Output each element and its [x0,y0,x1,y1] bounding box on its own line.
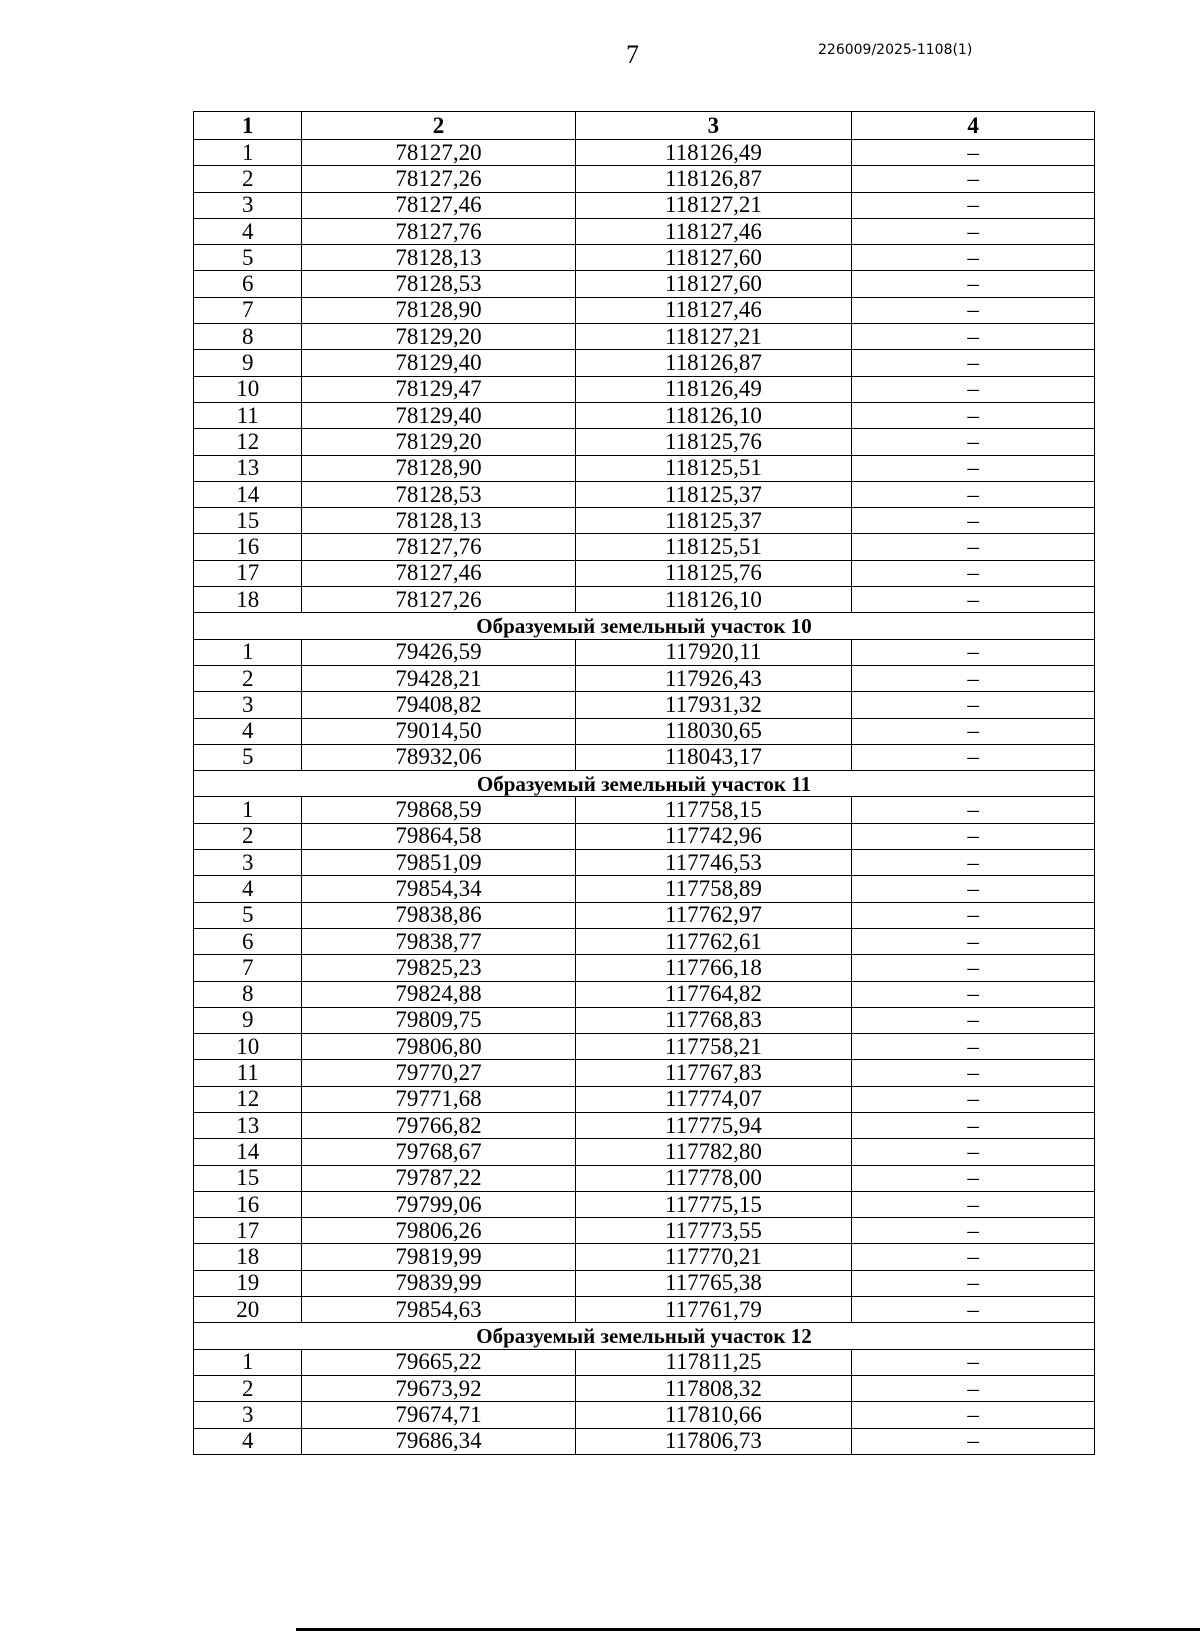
point-number-cell: 12 [194,429,302,455]
note-cell: – [852,140,1095,166]
note-cell: – [852,245,1095,271]
point-number-cell: 15 [194,1165,302,1191]
table-row [194,744,1095,770]
note-cell: – [852,692,1095,718]
y-coordinate-cell: 118127,46 [575,218,852,244]
note-cell: – [852,192,1095,218]
point-number-cell: 3 [194,850,302,876]
note-cell: – [852,1244,1095,1270]
x-coordinate-cell: 78129,20 [302,429,575,455]
note-cell: – [852,797,1095,823]
x-coordinate-cell: 78128,13 [302,245,575,271]
note-cell: – [852,560,1095,586]
y-coordinate-cell: 117920,11 [575,639,852,665]
point-number-cell: 1 [194,797,302,823]
table-row [194,1060,1095,1086]
note-cell: – [852,1297,1095,1323]
x-coordinate-cell: 78932,06 [302,744,575,770]
table-row [194,665,1095,691]
point-number-cell: 10 [194,1034,302,1060]
note-cell: – [852,271,1095,297]
point-number-cell: 2 [194,823,302,849]
y-coordinate-cell: 117773,55 [575,1218,852,1244]
point-number-cell: 1 [194,639,302,665]
x-coordinate-cell: 78127,26 [302,166,575,192]
point-number-cell: 13 [194,1112,302,1138]
table-row [194,218,1095,244]
x-coordinate-cell: 79665,22 [302,1349,575,1375]
note-cell: – [852,1402,1095,1428]
note-cell: – [852,1007,1095,1033]
x-coordinate-cell: 79806,26 [302,1218,575,1244]
note-cell: – [852,166,1095,192]
table-row [194,166,1095,192]
note-cell: – [852,1060,1095,1086]
x-coordinate-cell: 79838,77 [302,928,575,954]
y-coordinate-cell: 117770,21 [575,1244,852,1270]
point-number-cell: 10 [194,376,302,402]
x-coordinate-cell: 79864,58 [302,823,575,849]
table-row [194,902,1095,928]
note-cell: – [852,850,1095,876]
y-coordinate-cell: 117762,97 [575,902,852,928]
note-cell: – [852,981,1095,1007]
x-coordinate-cell: 78127,46 [302,192,575,218]
table-row [194,981,1095,1007]
table-row [194,1375,1095,1401]
y-coordinate-cell: 118043,17 [575,744,852,770]
table-row [194,1297,1095,1323]
y-coordinate-cell: 118125,37 [575,508,852,534]
y-coordinate-cell: 117810,66 [575,1402,852,1428]
section-title: Образуемый земельный участок 12 [194,1323,1095,1349]
note-cell: – [852,1428,1095,1454]
point-number-cell: 2 [194,665,302,691]
point-number-cell: 9 [194,1007,302,1033]
note-cell: – [852,823,1095,849]
point-number-cell: 4 [194,718,302,744]
x-coordinate-cell: 79839,99 [302,1270,575,1296]
x-coordinate-cell: 79428,21 [302,665,575,691]
note-cell: – [852,587,1095,613]
table-row [194,1165,1095,1191]
y-coordinate-cell: 118125,76 [575,560,852,586]
table-row [194,955,1095,981]
point-number-cell: 18 [194,587,302,613]
x-coordinate-cell: 79838,86 [302,902,575,928]
table-row [194,1402,1095,1428]
x-coordinate-cell: 79824,88 [302,981,575,1007]
note-cell: – [852,297,1095,323]
point-number-cell: 1 [194,140,302,166]
table-row [194,455,1095,481]
point-number-cell: 11 [194,402,302,428]
x-coordinate-cell: 78129,40 [302,402,575,428]
table-row [194,1086,1095,1112]
table-row [194,560,1095,586]
y-coordinate-cell: 117764,82 [575,981,852,1007]
point-number-cell: 1 [194,1349,302,1375]
y-coordinate-cell: 118127,60 [575,245,852,271]
y-coordinate-cell: 117808,32 [575,1375,852,1401]
note-cell: – [852,955,1095,981]
table-row [194,350,1095,376]
table-row [194,1112,1095,1138]
y-coordinate-cell: 117758,89 [575,876,852,902]
y-coordinate-cell: 117926,43 [575,665,852,691]
table-row [194,692,1095,718]
point-number-cell: 6 [194,271,302,297]
x-coordinate-cell: 78127,76 [302,218,575,244]
point-number-cell: 19 [194,1270,302,1296]
x-coordinate-cell: 78127,26 [302,587,575,613]
point-number-cell: 3 [194,692,302,718]
table-row [194,481,1095,507]
table-row [194,1218,1095,1244]
table-row [194,718,1095,744]
point-number-cell: 14 [194,1139,302,1165]
y-coordinate-cell: 117767,83 [575,1060,852,1086]
table-row [194,297,1095,323]
y-coordinate-cell: 117931,32 [575,692,852,718]
y-coordinate-cell: 118127,21 [575,324,852,350]
y-coordinate-cell: 118126,49 [575,140,852,166]
point-number-cell: 13 [194,455,302,481]
x-coordinate-cell: 78129,20 [302,324,575,350]
table-header-row [194,112,1095,140]
table-row [194,402,1095,428]
table-row [194,1191,1095,1217]
x-coordinate-cell: 78128,53 [302,481,575,507]
note-cell: – [852,928,1095,954]
table-row [194,245,1095,271]
point-number-cell: 4 [194,218,302,244]
x-coordinate-cell: 79868,59 [302,797,575,823]
y-coordinate-cell: 117778,00 [575,1165,852,1191]
note-cell: – [852,1034,1095,1060]
table-row [194,850,1095,876]
point-number-cell: 5 [194,744,302,770]
point-number-cell: 16 [194,534,302,560]
x-coordinate-cell: 79768,67 [302,1139,575,1165]
y-coordinate-cell: 117775,94 [575,1112,852,1138]
point-number-cell: 20 [194,1297,302,1323]
y-coordinate-cell: 117811,25 [575,1349,852,1375]
point-number-cell: 7 [194,297,302,323]
x-coordinate-cell: 79825,23 [302,955,575,981]
table-row [194,534,1095,560]
x-coordinate-cell: 79408,82 [302,692,575,718]
x-coordinate-cell: 79787,22 [302,1165,575,1191]
x-coordinate-cell: 79809,75 [302,1007,575,1033]
y-coordinate-cell: 118126,87 [575,350,852,376]
column-header: 1 [194,112,302,140]
table-row [194,876,1095,902]
point-number-cell: 14 [194,481,302,507]
note-cell: – [852,455,1095,481]
point-number-cell: 9 [194,350,302,376]
page-number: 7 [626,40,639,69]
y-coordinate-cell: 117766,18 [575,955,852,981]
y-coordinate-cell: 117765,38 [575,1270,852,1296]
x-coordinate-cell: 79851,09 [302,850,575,876]
section-title-row [194,1323,1095,1349]
y-coordinate-cell: 117774,07 [575,1086,852,1112]
note-cell: – [852,639,1095,665]
note-cell: – [852,429,1095,455]
x-coordinate-cell: 78129,47 [302,376,575,402]
note-cell: – [852,1218,1095,1244]
y-coordinate-cell: 118125,51 [575,534,852,560]
y-coordinate-cell: 118030,65 [575,718,852,744]
note-cell: – [852,1139,1095,1165]
note-cell: – [852,402,1095,428]
point-number-cell: 2 [194,166,302,192]
y-coordinate-cell: 118127,21 [575,192,852,218]
y-coordinate-cell: 118127,60 [575,271,852,297]
point-number-cell: 3 [194,192,302,218]
y-coordinate-cell: 117746,53 [575,850,852,876]
table-row [194,1428,1095,1454]
y-coordinate-cell: 117806,73 [575,1428,852,1454]
x-coordinate-cell: 79426,59 [302,639,575,665]
note-cell: – [852,1112,1095,1138]
x-coordinate-cell: 79854,63 [302,1297,575,1323]
point-number-cell: 6 [194,928,302,954]
section-title: Образуемый земельный участок 11 [194,771,1095,797]
table-row [194,140,1095,166]
table-row [194,1034,1095,1060]
table-row [194,508,1095,534]
point-number-cell: 17 [194,560,302,586]
table-body [194,140,1095,1455]
x-coordinate-cell: 79799,06 [302,1191,575,1217]
note-cell: – [852,1191,1095,1217]
y-coordinate-cell: 118126,49 [575,376,852,402]
x-coordinate-cell: 78128,90 [302,455,575,481]
note-cell: – [852,876,1095,902]
y-coordinate-cell: 117782,80 [575,1139,852,1165]
note-cell: – [852,350,1095,376]
note-cell: – [852,481,1095,507]
x-coordinate-cell: 78128,13 [302,508,575,534]
note-cell: – [852,1270,1095,1296]
x-coordinate-cell: 79674,71 [302,1402,575,1428]
note-cell: – [852,376,1095,402]
note-cell: – [852,1349,1095,1375]
note-cell: – [852,1165,1095,1191]
note-cell: – [852,324,1095,350]
table-row [194,1007,1095,1033]
y-coordinate-cell: 117758,15 [575,797,852,823]
table-row [194,271,1095,297]
x-coordinate-cell: 79014,50 [302,718,575,744]
point-number-cell: 12 [194,1086,302,1112]
x-coordinate-cell: 78129,40 [302,350,575,376]
x-coordinate-cell: 79854,34 [302,876,575,902]
y-coordinate-cell: 117768,83 [575,1007,852,1033]
y-coordinate-cell: 118125,76 [575,429,852,455]
footer-rule [296,1628,1200,1631]
note-cell: – [852,1375,1095,1401]
note-cell: – [852,534,1095,560]
point-number-cell: 8 [194,981,302,1007]
table-row [194,376,1095,402]
x-coordinate-cell: 78127,76 [302,534,575,560]
note-cell: – [852,508,1095,534]
y-coordinate-cell: 118126,10 [575,402,852,428]
x-coordinate-cell: 79819,99 [302,1244,575,1270]
table-row [194,1349,1095,1375]
point-number-cell: 15 [194,508,302,534]
y-coordinate-cell: 117758,21 [575,1034,852,1060]
y-coordinate-cell: 117775,15 [575,1191,852,1217]
x-coordinate-cell: 78128,53 [302,271,575,297]
x-coordinate-cell: 79673,92 [302,1375,575,1401]
point-number-cell: 11 [194,1060,302,1086]
point-number-cell: 5 [194,245,302,271]
x-coordinate-cell: 79806,80 [302,1034,575,1060]
table-row [194,823,1095,849]
y-coordinate-cell: 118125,51 [575,455,852,481]
document-id: 226009/2025-1108(1) [818,42,973,58]
x-coordinate-cell: 79770,27 [302,1060,575,1086]
column-header: 3 [575,112,852,140]
section-title-row [194,613,1095,639]
x-coordinate-cell: 79771,68 [302,1086,575,1112]
column-header: 4 [852,112,1095,140]
section-title: Образуемый земельный участок 10 [194,613,1095,639]
y-coordinate-cell: 117761,79 [575,1297,852,1323]
table-row [194,324,1095,350]
y-coordinate-cell: 118126,10 [575,587,852,613]
x-coordinate-cell: 78127,20 [302,140,575,166]
coordinates-table [193,111,1095,1455]
table-row [194,587,1095,613]
point-number-cell: 5 [194,902,302,928]
point-number-cell: 17 [194,1218,302,1244]
note-cell: – [852,218,1095,244]
note-cell: – [852,665,1095,691]
note-cell: – [852,718,1095,744]
point-number-cell: 7 [194,955,302,981]
section-title-row [194,771,1095,797]
table-row [194,928,1095,954]
column-header: 2 [302,112,575,140]
point-number-cell: 3 [194,1402,302,1428]
note-cell: – [852,744,1095,770]
note-cell: – [852,1086,1095,1112]
y-coordinate-cell: 118127,46 [575,297,852,323]
table-row [194,639,1095,665]
point-number-cell: 16 [194,1191,302,1217]
x-coordinate-cell: 79686,34 [302,1428,575,1454]
table-row [194,1139,1095,1165]
point-number-cell: 4 [194,1428,302,1454]
point-number-cell: 4 [194,876,302,902]
table-row [194,192,1095,218]
x-coordinate-cell: 79766,82 [302,1112,575,1138]
note-cell: – [852,902,1095,928]
table-row [194,1270,1095,1296]
table-row [194,1244,1095,1270]
y-coordinate-cell: 117762,61 [575,928,852,954]
x-coordinate-cell: 78128,90 [302,297,575,323]
point-number-cell: 8 [194,324,302,350]
table-row [194,797,1095,823]
table-row [194,429,1095,455]
y-coordinate-cell: 118125,37 [575,481,852,507]
y-coordinate-cell: 117742,96 [575,823,852,849]
y-coordinate-cell: 118126,87 [575,166,852,192]
point-number-cell: 18 [194,1244,302,1270]
point-number-cell: 2 [194,1375,302,1401]
x-coordinate-cell: 78127,46 [302,560,575,586]
